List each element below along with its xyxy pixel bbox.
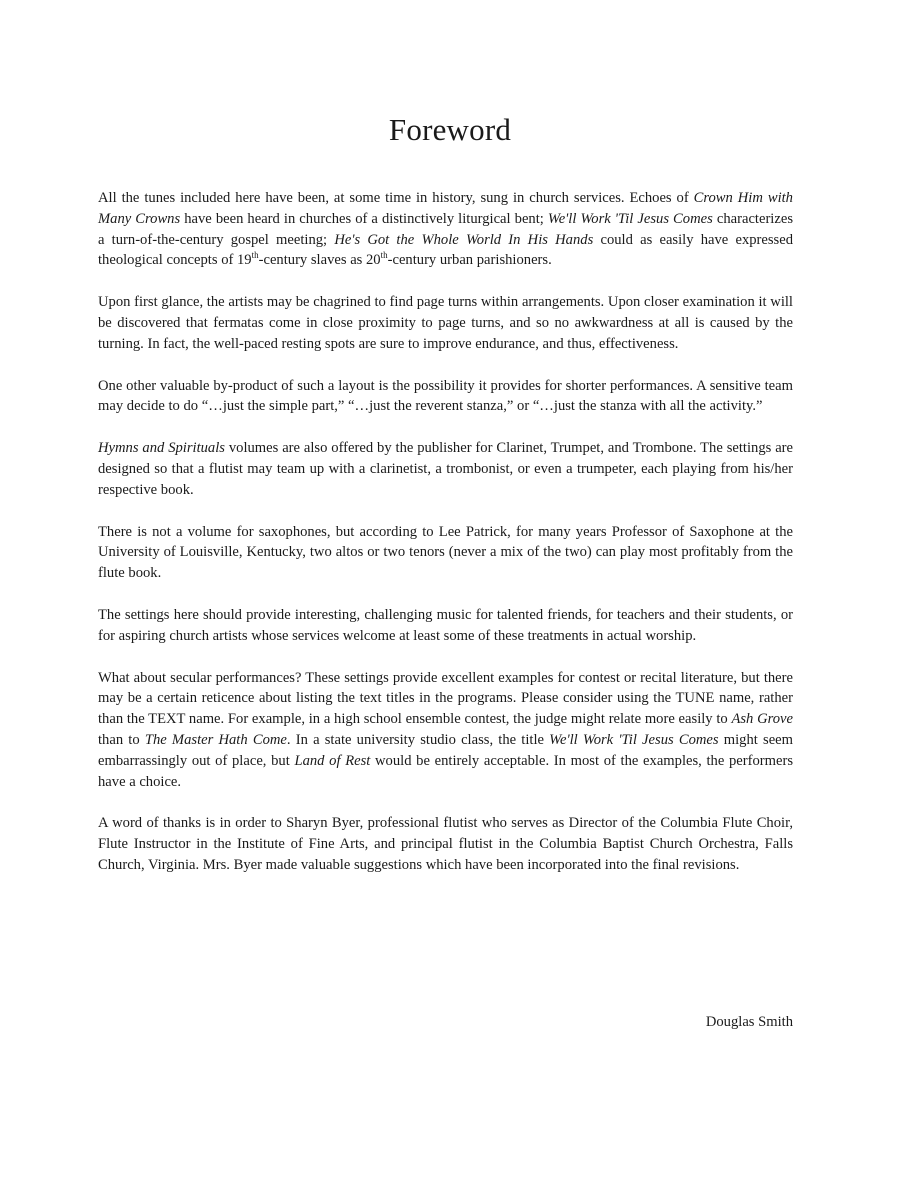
foreword-body bbox=[98, 188, 793, 897]
text-run: All the tunes included here have been, at some time in history, sung in church services. Echoes of bbox=[98, 190, 694, 206]
paragraph bbox=[98, 438, 793, 500]
text-run: There is not a volume for saxophones, but according to Lee Patrick, for many years Professor of Saxophone at the University of Louisville, Kentucky, two altos or two tenors (never a mix of the two) can play most profitably from the flute book. bbox=[98, 523, 793, 582]
paragraph bbox=[98, 813, 793, 875]
paragraph bbox=[98, 292, 793, 354]
text-run: volumes are also offered by the publisher for Clarinet, Trumpet, and Trombone. The settings are designed so that a flutist may team up with a clarinetist, a trombonist, or even a trumpeter, each playing from his/her respective book. bbox=[98, 440, 794, 498]
text-run: characterizes a turn-of-the-century gospel meeting; bbox=[98, 210, 793, 248]
author-signature: Douglas Smith bbox=[705, 1014, 793, 1030]
paragraph bbox=[98, 376, 793, 418]
text-run: A word of thanks is in order to Sharyn Byer, professional flutist who serves as Director of the Columbia Flute Choir, Flute Instructor in the Institute of Fine Arts, and principal flutist in the Columbia Baptist Church Orchestra, Falls Church, Virginia. Mrs. Byer made valuable suggestions which have been incorporated into the final revisions. bbox=[98, 815, 793, 873]
italic-title: Crown Him with Many Crowns bbox=[98, 190, 793, 227]
text-run: have been heard in churches of a distinctively liturgical bent; bbox=[180, 210, 548, 227]
text-run: -century urban parishioners. bbox=[387, 252, 552, 269]
text-run: What about secular performances? These settings provide excellent examples for contest or recital literature, but there may be a certain reticence about listing the text titles in the programs. Please consider using the TUNE name, rather than the TEXT name. For example, in a high school ensemble contest, the judge might relate more easily to bbox=[98, 669, 793, 728]
text-run: Upon first glance, the artists may be chagrined to find page turns within arrangements. Upon closer examination it will be discovered that fermatas come in close proximity to page turns, and so no awkwardness at all is caused by the turning. In fact, the well-paced resting spots are sure to improve endurance, and thus, effectiveness. bbox=[98, 294, 793, 352]
text-run: . In a state university studio class, the title bbox=[286, 731, 550, 748]
text-run: could as easily have expressed theological concepts of 19 bbox=[98, 231, 794, 269]
italic-title: We'll Work 'Til Jesus Comes bbox=[547, 210, 713, 227]
text-run: might seem embarrassingly out of place, but bbox=[98, 731, 794, 769]
page-title: Foreword bbox=[388, 112, 512, 147]
text-run: -century slaves as 20 bbox=[258, 252, 381, 269]
text-run: The settings here should provide interesting, challenging music for talented friends, for teachers and their students, or for aspiring church artists whose services welcome at least some of these treatments in actual worship. bbox=[98, 606, 793, 644]
italic-title: He's Got the Whole World In His Hands bbox=[334, 231, 594, 248]
italic-title: Land of Rest bbox=[294, 752, 371, 769]
ordinal-suffix: th bbox=[251, 250, 259, 261]
italic-title: The Master Hath Come bbox=[144, 731, 287, 748]
text-run: would be entirely acceptable. In most of the examples, the performers have a choice. bbox=[98, 752, 794, 790]
italic-title: Hymns and Spirituals bbox=[98, 440, 225, 457]
text-run: One other valuable by-product of such a layout is the possibility it provides for shorter performances. A sensitive team may decide to do “…just the simple part,” “…just the reverent stanza,” or “…just the stanza with all the activity.” bbox=[98, 377, 793, 415]
paragraph bbox=[98, 188, 793, 271]
paragraph bbox=[98, 668, 793, 793]
paragraph bbox=[98, 605, 793, 647]
paragraph bbox=[98, 522, 793, 584]
text-run: than to bbox=[98, 731, 145, 748]
italic-title: We'll Work 'Til Jesus Comes bbox=[549, 731, 719, 748]
ordinal-suffix: th bbox=[380, 250, 388, 261]
italic-title: Ash Grove bbox=[731, 711, 793, 728]
